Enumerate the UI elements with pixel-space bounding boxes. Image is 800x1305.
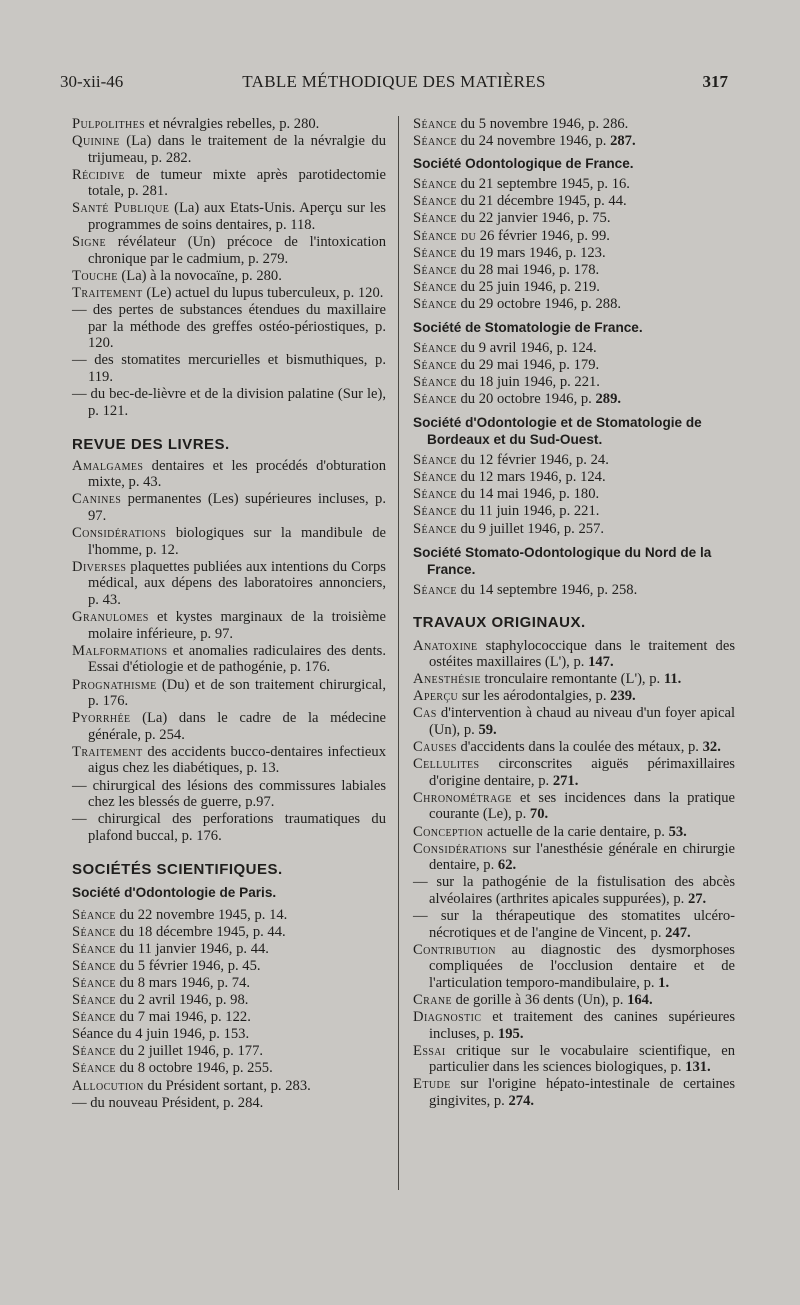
index-entry <box>413 279 735 296</box>
entry-keyword: Séance <box>413 116 457 132</box>
index-entry <box>72 924 386 941</box>
entry-page-ref: 274. <box>508 1093 535 1110</box>
entry-keyword: Considérations <box>413 840 508 857</box>
entry-page-ref: 27. <box>687 890 707 907</box>
revue-des-livres-heading: REVUE DES LIVRES. <box>72 436 230 454</box>
entry-text: d'accidents dans la coulée des métaux, p. <box>456 739 703 756</box>
entry-text: du 12 mars 1946, p. 124. <box>456 469 606 486</box>
index-entry <box>413 245 735 262</box>
entry-text: du Président sortant, p. 283. <box>143 1077 311 1094</box>
entry-text: — sur la pathogénie de la fistulisation des abcès alvéolaires (arthrites apicales suppurées), p. <box>413 874 735 907</box>
entry-text: — sur la thérapeutique des stomatites ulcéro-nécrotiques et de l'angine de Vincent, p. <box>413 908 735 941</box>
entry-keyword: Séance <box>413 244 457 261</box>
index-entry <box>72 1009 386 1026</box>
left-entries-top <box>72 116 386 419</box>
societes-heading: SOCIÉTÉS SCIENTIFIQUES. <box>72 861 283 879</box>
index-entry <box>413 469 735 486</box>
entry-text: de tumeur mixte après parotidectomie totale, p. 281. <box>88 166 386 200</box>
entry-page-ref: 239. <box>610 688 636 705</box>
index-entry <box>72 1043 386 1060</box>
index-entry <box>413 193 735 210</box>
entry-keyword: Séance <box>413 357 457 374</box>
index-entry <box>72 643 386 676</box>
index-entry <box>72 525 386 558</box>
societe-france-heading: Société Odontologique de France. <box>413 155 634 171</box>
index-entry <box>413 503 735 520</box>
index-entry <box>413 486 735 503</box>
societe-nord-heading: Société Stomato-Odontologique du Nord de la France. <box>413 545 712 577</box>
index-entry <box>413 296 735 313</box>
running-header <box>60 72 728 96</box>
index-entry <box>72 958 386 975</box>
index-entry <box>72 268 386 285</box>
entry-text: Séance du 4 juin 1946, p. 153. <box>72 1026 250 1043</box>
entry-keyword: Séance <box>413 210 457 227</box>
index-entry <box>72 811 386 844</box>
entry-text: du 18 décembre 1945, p. 44. <box>115 923 286 940</box>
entry-text: au diagnostic des dysmorphoses compliquées de l'occlusion dentaire et de l'articulation temporo-mandibulaire, p. <box>429 941 735 991</box>
entry-text: du 22 janvier 1946, p. 75. <box>456 210 611 227</box>
entry-keyword: Diagnostic <box>413 1009 482 1026</box>
entry-page-ref: 164. <box>627 992 653 1008</box>
entry-keyword: Crane <box>413 992 452 1008</box>
entry-keyword: Séance <box>72 1009 116 1026</box>
index-entry <box>72 559 386 609</box>
index-entry <box>72 1095 386 1112</box>
index-entry <box>72 167 386 200</box>
index-entry <box>413 391 735 408</box>
entry-text: sur l'origine hépato-intestinale de certaines gingivites, p. <box>429 1076 735 1110</box>
entry-text: du 29 octobre 1946, p. 288. <box>456 295 622 312</box>
entry-keyword: Prognathisme <box>72 676 157 693</box>
entry-keyword: Cas <box>413 705 437 722</box>
entry-keyword: Granulomes <box>72 609 149 626</box>
entry-text: (Du) et de son traitement chirurgical, p. 176. <box>88 676 386 710</box>
entry-keyword: Malformations <box>72 642 168 659</box>
entry-keyword: Signe <box>72 234 106 251</box>
entry-keyword: Contribution <box>413 941 496 958</box>
index-entry <box>413 705 735 738</box>
index-entry <box>72 778 386 811</box>
entry-text: et névralgies rebelles, p. 280. <box>145 116 320 132</box>
header-date: 30-xii-46 <box>60 72 124 91</box>
index-entry <box>413 1043 735 1076</box>
entry-keyword: Amalgames <box>72 457 144 474</box>
societe-stomato-heading: Société de Stomatologie de France. <box>413 319 643 335</box>
revue-entries <box>72 458 386 845</box>
index-entry <box>72 1026 386 1043</box>
entry-text: — du nouveau Président, p. 284. <box>72 1094 264 1111</box>
index-entry <box>413 521 735 538</box>
entry-keyword: Séance <box>413 278 457 295</box>
entry-text: du 9 avril 1946, p. 124. <box>456 340 597 357</box>
entry-keyword: Séance <box>72 957 116 974</box>
column-divider <box>398 116 399 1190</box>
entry-keyword: Aperçu <box>413 688 459 705</box>
index-entry <box>413 942 735 992</box>
entry-keyword: Traitement <box>72 284 143 301</box>
travaux-originaux-heading: TRAVAUX ORIGINAUX. <box>413 613 586 631</box>
entry-text: du 14 mai 1946, p. 180. <box>456 486 600 503</box>
entry-keyword: Séance <box>413 176 457 193</box>
entry-text: d'intervention à chaud au niveau d'un foyer apical (Un), p. <box>429 705 735 738</box>
france-entries <box>413 176 735 312</box>
index-entry <box>413 133 735 150</box>
paris-entries <box>72 907 386 1112</box>
right-column <box>413 116 735 1110</box>
entry-keyword: Récidive <box>72 166 125 183</box>
entry-text: 26 février 1946, p. 99. <box>476 227 610 244</box>
entry-keyword: Etude <box>413 1076 451 1093</box>
index-entry <box>72 285 386 302</box>
entry-text: du 8 mars 1946, p. 74. <box>115 975 251 991</box>
entry-text: du 11 juin 1946, p. 221. <box>456 503 600 520</box>
left-column <box>72 116 386 1112</box>
index-entry <box>72 302 386 352</box>
index-entry <box>72 458 386 491</box>
entry-page-ref: 11. <box>663 671 682 688</box>
index-entry <box>72 133 386 166</box>
entry-text: sur les aérodontalgies, p. <box>458 688 611 705</box>
entry-keyword: Séance <box>413 193 457 210</box>
entry-text: de gorille à 36 dents (Un), p. <box>451 992 628 1008</box>
entry-keyword: Touche <box>72 267 118 284</box>
entry-keyword: Cellulites <box>413 756 480 773</box>
entry-text: du 9 juillet 1946, p. 257. <box>456 520 605 537</box>
entry-keyword: Séance <box>413 503 457 520</box>
entry-keyword: Séance du <box>413 227 477 244</box>
entry-keyword: Séance <box>72 923 116 940</box>
entry-page-ref: 289. <box>595 391 622 408</box>
entry-text: du 29 mai 1946, p. 179. <box>456 357 600 374</box>
entry-text: tronculaire remontante (L'), p. <box>480 671 664 688</box>
travaux-entries <box>413 638 735 1110</box>
index-entry <box>413 176 735 193</box>
entry-page-ref: 1. <box>658 974 670 991</box>
index-entry <box>72 116 386 133</box>
entry-keyword: Séance <box>413 520 457 537</box>
entry-text: du 19 mars 1946, p. 123. <box>456 244 606 261</box>
entry-page-ref: 287. <box>610 133 636 150</box>
entry-page-ref: 271. <box>552 772 579 789</box>
index-entry <box>413 357 735 374</box>
entry-keyword: Séance <box>413 133 457 150</box>
entry-text: révélateur (Un) précoce de l'intoxication chronique par le cadmium, p. 279. <box>88 234 386 267</box>
index-entry <box>72 234 386 267</box>
index-entry <box>72 744 386 777</box>
entry-text: actuelle de la carie dentaire, p. <box>483 823 669 840</box>
entry-page-ref: 32. <box>702 739 721 756</box>
entry-text: biologiques sur la mandibule de l'homme, p. 12. <box>88 525 386 558</box>
index-entry <box>413 452 735 469</box>
entry-text: — du bec-de-lièvre et de la division palatine (Sur le), p. 121. <box>72 386 386 419</box>
entry-text: du 11 janvier 1946, p. 44. <box>115 940 269 957</box>
index-entry <box>72 941 386 958</box>
entry-text: du 21 septembre 1945, p. 16. <box>456 176 630 193</box>
entry-text: du 18 juin 1946, p. 221. <box>456 374 600 391</box>
entry-keyword: Pulpolithes <box>72 116 146 132</box>
index-entry <box>413 1076 735 1109</box>
entry-text: du 24 novembre 1946, p. <box>456 133 611 150</box>
entry-text: du 14 septembre 1946, p. 258. <box>456 582 638 599</box>
entry-keyword: Quinine <box>72 133 120 150</box>
index-entry <box>72 386 386 419</box>
entry-keyword: Séance <box>72 1060 116 1077</box>
societe-bordeaux-heading: Société d'Odontologie et de Stomatologie de Bordeaux et du Sud-Ouest. <box>413 415 702 447</box>
entry-text: (Le) actuel du lupus tuberculeux, p. 120. <box>142 284 384 301</box>
entry-text: sur l'anesthésie générale en chirurgie dentaire, p. <box>429 840 735 874</box>
entry-text: et ses incidences dans la pratique courante (Le), p. <box>429 789 735 823</box>
header-title: TABLE MÉTHODIQUE DES MATIÈRES <box>242 72 546 91</box>
entry-keyword: Canines <box>72 491 122 508</box>
entry-text: du 5 février 1946, p. 45. <box>115 957 261 974</box>
entry-keyword: Séance <box>72 906 116 923</box>
index-entry <box>413 638 735 671</box>
index-entry <box>72 200 386 233</box>
entry-keyword: Diverses <box>72 558 127 575</box>
index-entry <box>72 1060 386 1077</box>
index-entry <box>72 352 386 385</box>
entry-text: plaquettes publiées aux intentions du Corps médical, aux dépens des laboratoires annonciers, p. 43. <box>88 558 386 609</box>
entry-keyword: Traitement <box>72 743 143 760</box>
index-entry <box>413 1009 735 1042</box>
entry-text: critique sur le vocabulaire scientifique, en particulier dans les sciences biologiques, p. <box>429 1042 735 1076</box>
entry-keyword: Séance <box>413 582 457 599</box>
entry-keyword: Essai <box>413 1042 446 1059</box>
entry-keyword: Séance <box>413 374 457 391</box>
index-entry <box>413 688 735 705</box>
entry-text: du 2 juillet 1946, p. 177. <box>115 1043 264 1060</box>
entry-keyword: Anatoxine <box>413 637 478 654</box>
index-entry <box>72 1078 386 1095</box>
index-entry <box>72 992 386 1009</box>
index-entry <box>413 671 735 688</box>
index-entry <box>72 491 386 524</box>
index-entry <box>413 739 735 756</box>
entry-keyword: Séance <box>413 340 457 357</box>
stomato-entries <box>413 340 735 408</box>
index-entry <box>413 874 735 907</box>
bordeaux-entries <box>413 452 735 537</box>
entry-text: — des stomatites mercurielles et bismuthiques, p. 119. <box>72 352 386 385</box>
entry-text: du 25 juin 1946, p. 219. <box>456 278 600 295</box>
index-entry <box>413 582 735 599</box>
entry-keyword: Chronométrage <box>413 789 512 806</box>
entry-text: du 8 octobre 1946, p. 255. <box>115 1060 273 1077</box>
index-entry <box>413 992 735 1009</box>
entry-keyword: Séance <box>413 486 457 503</box>
entry-keyword: Séance <box>72 940 116 957</box>
index-entry <box>413 262 735 279</box>
index-entry <box>72 710 386 743</box>
right-entries-top <box>413 116 735 150</box>
entry-page-ref: 247. <box>665 924 691 941</box>
entry-keyword: Séance <box>72 1043 116 1060</box>
entry-keyword: Santé Publique <box>72 200 170 217</box>
entry-text: du 22 novembre 1945, p. 14. <box>115 906 288 923</box>
index-entry <box>413 824 735 841</box>
index-entry <box>413 908 735 941</box>
entry-text: du 28 mai 1946, p. 178. <box>456 261 600 278</box>
entry-text: (La) dans le traitement de la névralgie du trijumeau, p. 282. <box>88 133 386 166</box>
entry-text: des accidents bucco-dentaires infectieux aigus chez les diabétiques, p. 13. <box>88 743 386 777</box>
entry-page-ref: 147. <box>588 654 614 671</box>
entry-keyword: Séance <box>413 295 457 312</box>
index-entry <box>413 228 735 245</box>
entry-page-ref: 131. <box>685 1059 711 1076</box>
index-entry <box>413 210 735 227</box>
entry-page-ref: 59. <box>478 722 497 738</box>
index-entry <box>413 340 735 357</box>
entry-text: du 21 décembre 1945, p. 44. <box>456 193 627 210</box>
societe-paris-heading: Société d'Odontologie de Paris. <box>72 885 277 901</box>
index-entry <box>413 116 735 133</box>
page-number: 317 <box>702 72 728 91</box>
entry-keyword: Séance <box>413 452 457 469</box>
entry-text: et kystes marginaux de la troisième molaire inférieure, p. 97. <box>88 609 386 642</box>
entry-text: staphylococcique dans le traitement des ostéites maxillaires (L'), p. <box>429 637 735 671</box>
entry-text: — des pertes de substances étendues du maxillaire par la méthode des greffes ostéo-périostiques, p. 120. <box>72 302 386 352</box>
index-entry <box>413 841 735 874</box>
entry-text: du 12 février 1946, p. 24. <box>456 452 609 469</box>
entry-text: circonscrites aiguës périmaxillaires d'origine dentaire, p. <box>429 756 735 789</box>
entry-text: — chirurgical des lésions des commissures labiales chez les blessés de guerre, p.97. <box>72 777 386 811</box>
entry-page-ref: 53. <box>668 823 687 840</box>
entry-text: et anomalies radiculaires des dents. Essai d'étiologie et de pathogénie, p. 176. <box>88 642 386 676</box>
index-entry <box>413 790 735 823</box>
entry-text: du 7 mai 1946, p. 122. <box>115 1009 251 1026</box>
entry-page-ref: 70. <box>529 806 549 823</box>
entry-text: (La) aux Etats-Unis. Aperçu sur les programmes de soins dentaires, p. 118. <box>88 200 386 234</box>
entry-keyword: Séance <box>413 391 457 408</box>
index-entry <box>72 677 386 710</box>
entry-keyword: Considérations <box>72 525 167 542</box>
entry-page-ref: 195. <box>497 1025 524 1042</box>
entry-text: permanentes (Les) supérieures incluses, p. 97. <box>88 491 386 525</box>
index-entry <box>413 374 735 391</box>
index-entry <box>72 975 386 992</box>
entry-text: dentaires et les procédés d'obturation mixte, p. 43. <box>88 457 386 491</box>
entry-text: du 2 avril 1946, p. 98. <box>115 992 249 1009</box>
entry-keyword: Conception <box>413 823 484 840</box>
entry-keyword: Séance <box>72 975 116 991</box>
nord-entries <box>413 582 735 599</box>
index-entry <box>72 609 386 642</box>
entry-keyword: Causes <box>413 739 457 756</box>
entry-keyword: Séance <box>413 469 457 486</box>
entry-page-ref: 62. <box>497 857 517 874</box>
index-entry <box>72 907 386 924</box>
entry-text: — chirurgical des perforations traumatiques du plafond buccal, p. 176. <box>72 811 386 844</box>
entry-text: du 5 novembre 1946, p. 286. <box>456 116 629 132</box>
entry-keyword: Séance <box>72 992 116 1009</box>
entry-keyword: Pyorrhée <box>72 710 131 727</box>
index-entry <box>413 756 735 789</box>
entry-text: (La) dans le cadre de la médecine générale, p. 254. <box>88 710 386 743</box>
entry-text: et traitement des canines supérieures incluses, p. <box>429 1009 735 1042</box>
entry-keyword: Séance <box>413 261 457 278</box>
entry-text: du 20 octobre 1946, p. <box>456 391 596 408</box>
entry-keyword: Allocution <box>72 1077 144 1094</box>
entry-text: (La) à la novocaïne, p. 280. <box>117 267 282 284</box>
entry-keyword: Anesthésie <box>413 671 481 688</box>
